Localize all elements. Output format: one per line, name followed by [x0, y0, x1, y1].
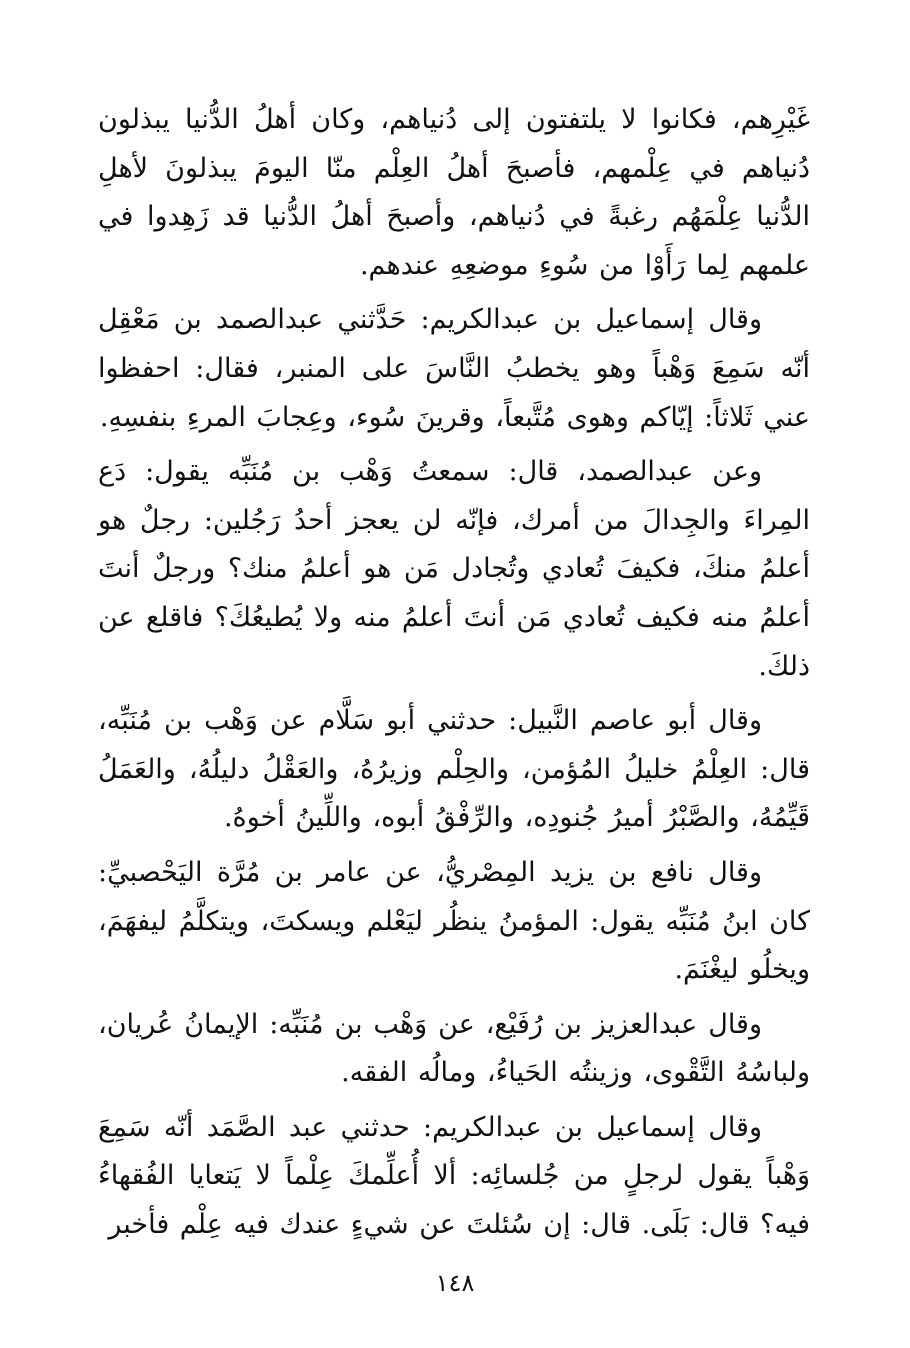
- paragraph: غَيْرِهم، فكانوا لا يلتفتون إلى دُنياهم، وكان أهلُ الدُّنيا يبذلون دُنياهم في عِلْمهم، فأصبحَ أهلُ العِلْم منّا اليومَ يبذلونَ لأهلِ الدُّنيا عِلْمَهُم رغبةً في دُنياهم، وأصبحَ أهلُ الدُّنيا قد زَهِدوا في علمهم لِما رَأَوْا من سُوءِ موضعِهِ عندهم.: [98, 104, 810, 281]
- paragraph: وقال نافع بن يزيد المِصْريُّ، عن عامر بن مُرَّة اليَحْصبيِّ: كان ابنُ مُنَبِّه يقول: المؤمنُ ينظُر ليَعْلم ويسكتَ، ويتكلَّمُ ليفهَمَ، ويخلُو ليغْنَمَ.: [98, 856, 810, 986]
- paragraph: وقال أبو عاصم النَّبيل: حدثني أبو سَلَّام عن وَهْب بن مُنَبِّه، قال: العِلْمُ خليلُ المُؤمن، والحِلْم وزيرُهُ، والعَقْلُ دليلُهُ، والعَمَلُ قَيِّمُهُ، والصَّبْرُ أميرُ جُنودِه، والرِّفْقُ أبوه، واللِّينُ أخوهُ.: [98, 705, 810, 834]
- paragraph: وقال إسماعيل بن عبدالكريم: حدثني عبد الصَّمَد أنّه سَمِعَ وَهْباً يقول لرجلٍ من جُلسائِه: ألا أُعلِّمكَ عِلْماً لا يَتعايا الفُقهاءُ فيه؟ قال: بَلَى. قال: إن سُئلتَ عن شيءٍ عندك فيه عِلْم فأخبر: [98, 1111, 810, 1241]
- paragraph: وعن عبدالصمد، قال: سمعتُ وَهْب بن مُنَبِّه يقول: دَع المِراءَ والجِدالَ من أمرك، فإنّه لن يعجز أحدُ رَجُلين: رجلٌ هو أعلمُ منكَ، فكيفَ تُعادي وتُجادل مَن هو أعلمُ منك؟ ورجلٌ أنتَ أعلمُ منه فكيف تُعادي مَن أنتَ أعلمُ منه ولا يُطيعُكَ؟ فاقلع عن ذلكَ.: [98, 456, 810, 682]
- body-text: [98, 96, 810, 1256]
- page-number: ١٤٨: [435, 1269, 475, 1297]
- paragraph: وقال إسماعيل بن عبدالكريم: حَدَّثني عبدالصمد بن مَعْقِل أنّه سَمِعَ وَهْباً وهو يخطبُ النَّاسَ على المنبر، فقال: احفظوا عني ثَلاثاً: إيّاكم وهوى مُتَّبعاً، وقرينَ سُوء، وعِجابَ المرءِ بنفسِهِ.: [98, 304, 810, 433]
- paragraph: وقال عبدالعزيز بن رُفَيْع، عن وَهْب بن مُنَبِّه: الإيمانُ عُريان، ولباسُهُ التَّقْوى، وزينتُه الحَياءُ، ومالُه الفقه.: [98, 1008, 810, 1089]
